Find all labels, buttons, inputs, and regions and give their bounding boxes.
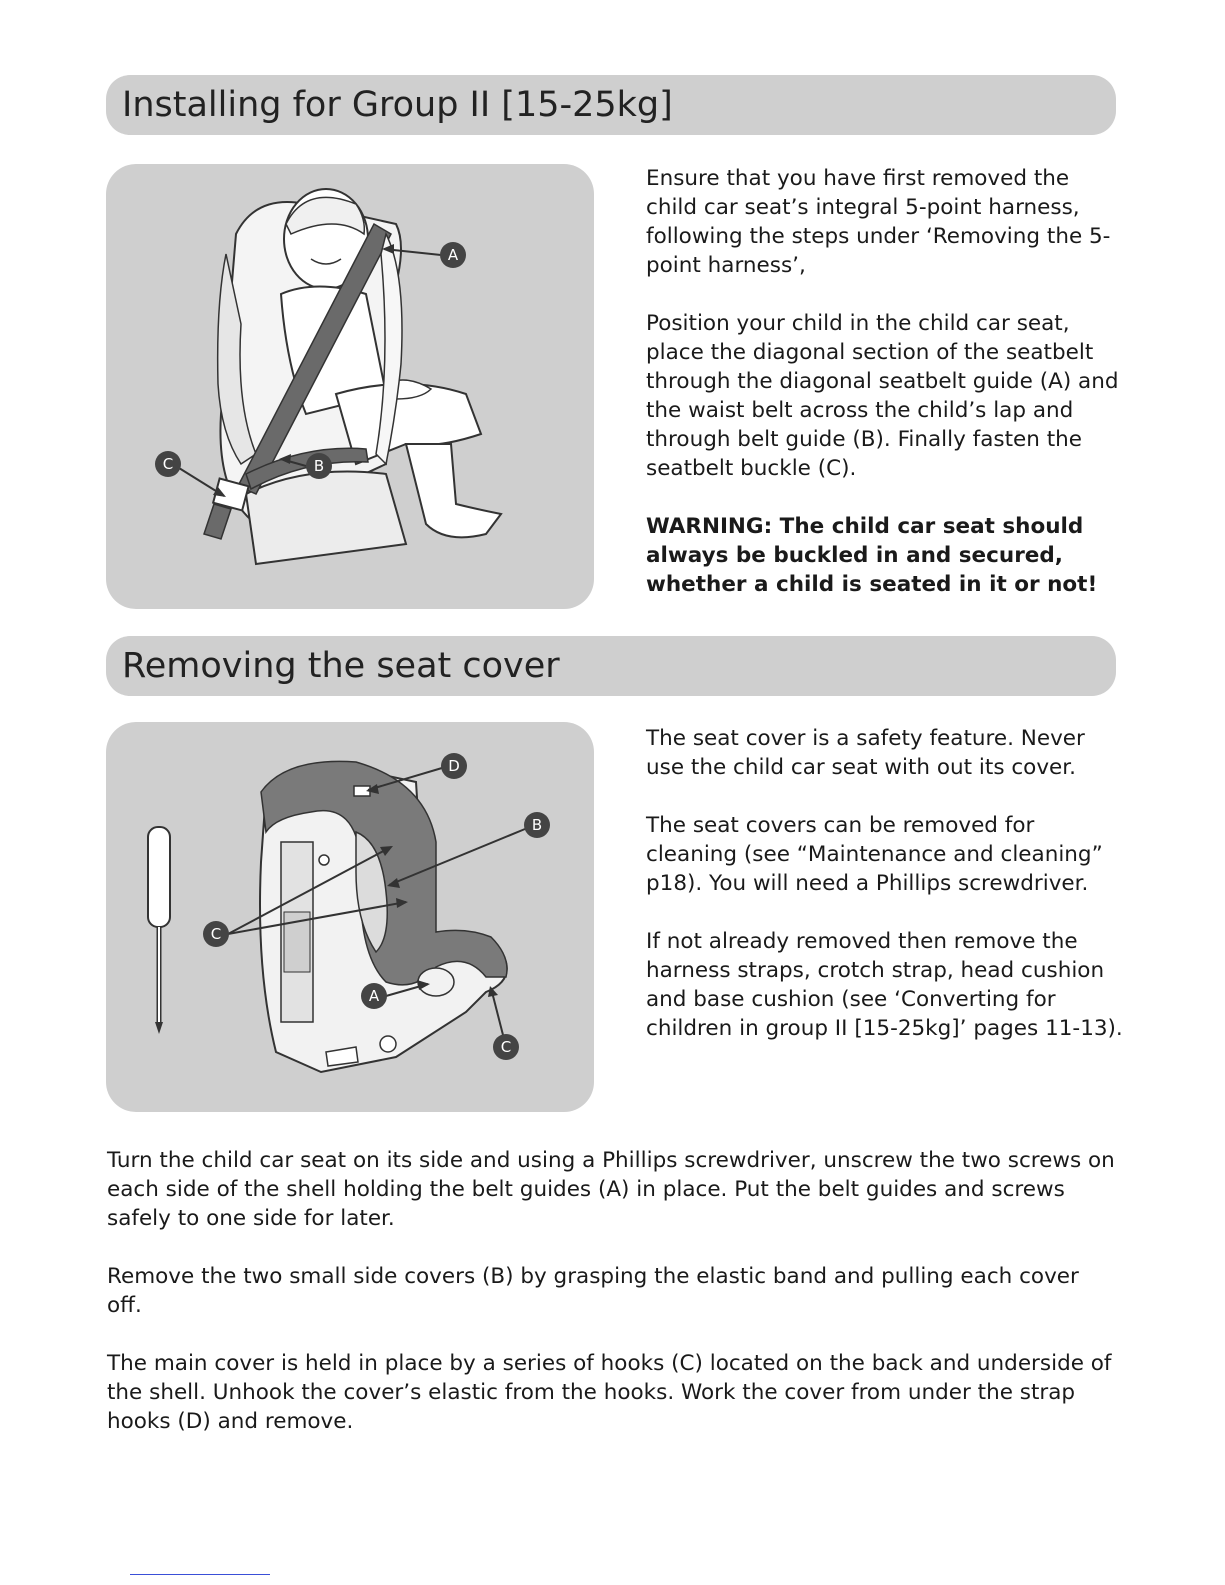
paragraph-unhook-main-cover: The main cover is held in place by a series of hooks (C) located on the back and underside of the shell. Unhook the cover’s elastic from the hooks. Work the cover from under the strap hooks (D) and remove. bbox=[107, 1351, 1112, 1434]
svg-text:C: C bbox=[210, 925, 222, 943]
figure-seat-cover-removal bbox=[106, 722, 594, 1112]
callout-b bbox=[306, 453, 332, 479]
section-title-removing-cover: Removing the seat cover bbox=[106, 636, 1116, 696]
svg-text:D: D bbox=[448, 757, 460, 775]
illustration-seat-cover bbox=[106, 722, 594, 1112]
callout-c bbox=[155, 451, 181, 477]
paragraph-safety-feature: The seat cover is a safety feature. Never use the child car seat with out its cover. bbox=[646, 726, 1085, 780]
callout-c-lower bbox=[493, 1034, 519, 1060]
paragraph-remove-side-covers: Remove the two small side covers (B) by grasping the elastic band and pulling each cover off. bbox=[107, 1264, 1079, 1318]
installation-instructions bbox=[646, 164, 1126, 628]
page-underline-link[interactable] bbox=[130, 1574, 270, 1575]
svg-text:C: C bbox=[162, 455, 174, 473]
svg-text:B: B bbox=[313, 457, 325, 475]
paragraph-position-child: Position your child in the child car seat, place the diagonal section of the seatbelt through the diagonal seatbelt guide (A) and the waist belt across the child’s lap and through belt guide (B). Finally fasten the seatbelt buckle (C). bbox=[646, 311, 1119, 481]
paragraph-removal-for-cleaning: The seat covers can be removed for cleaning (see “Maintenance and cleaning” p18). You will need a Phillips screwdriver. bbox=[646, 813, 1103, 896]
svg-text:A: A bbox=[368, 987, 380, 1005]
illustration-child-seatbelt bbox=[106, 164, 594, 609]
callout-a bbox=[361, 983, 387, 1009]
callout-c-upper bbox=[203, 921, 229, 947]
callout-b bbox=[524, 812, 550, 838]
warning-text: WARNING: The child car seat should always be buckled in and secured, whether a child is seated in it or not! bbox=[646, 514, 1098, 597]
figure-child-seat-installation bbox=[106, 164, 594, 609]
callout-d bbox=[441, 753, 467, 779]
callout-a bbox=[440, 242, 466, 268]
paragraph-remove-straps: If not already removed then remove the harness straps, crotch strap, head cushion and base cushion (see ‘Converting for children in group II [15-25kg]’ pages 11-13). bbox=[646, 929, 1123, 1041]
seat-cover-intro bbox=[646, 724, 1126, 1072]
paragraph-ensure-harness-removed: Ensure that you have first removed the child car seat’s integral 5-point harness, following the steps under ‘Removing the 5-point harness’, bbox=[646, 166, 1111, 278]
svg-text:C: C bbox=[500, 1038, 512, 1056]
svg-text:A: A bbox=[447, 246, 459, 264]
svg-text:B: B bbox=[531, 816, 543, 834]
paragraph-unscrew-belt-guides: Turn the child car seat on its side and using a Phillips screwdriver, unscrew the two screws on each side of the shell holding the belt guides (A) in place. Put the belt guides and screws safely to one side for later. bbox=[107, 1148, 1115, 1231]
section-title-installing: Installing for Group II [15-25kg] bbox=[106, 75, 1116, 135]
seat-cover-steps bbox=[107, 1146, 1117, 1465]
screwdriver-handle-icon bbox=[148, 827, 170, 927]
